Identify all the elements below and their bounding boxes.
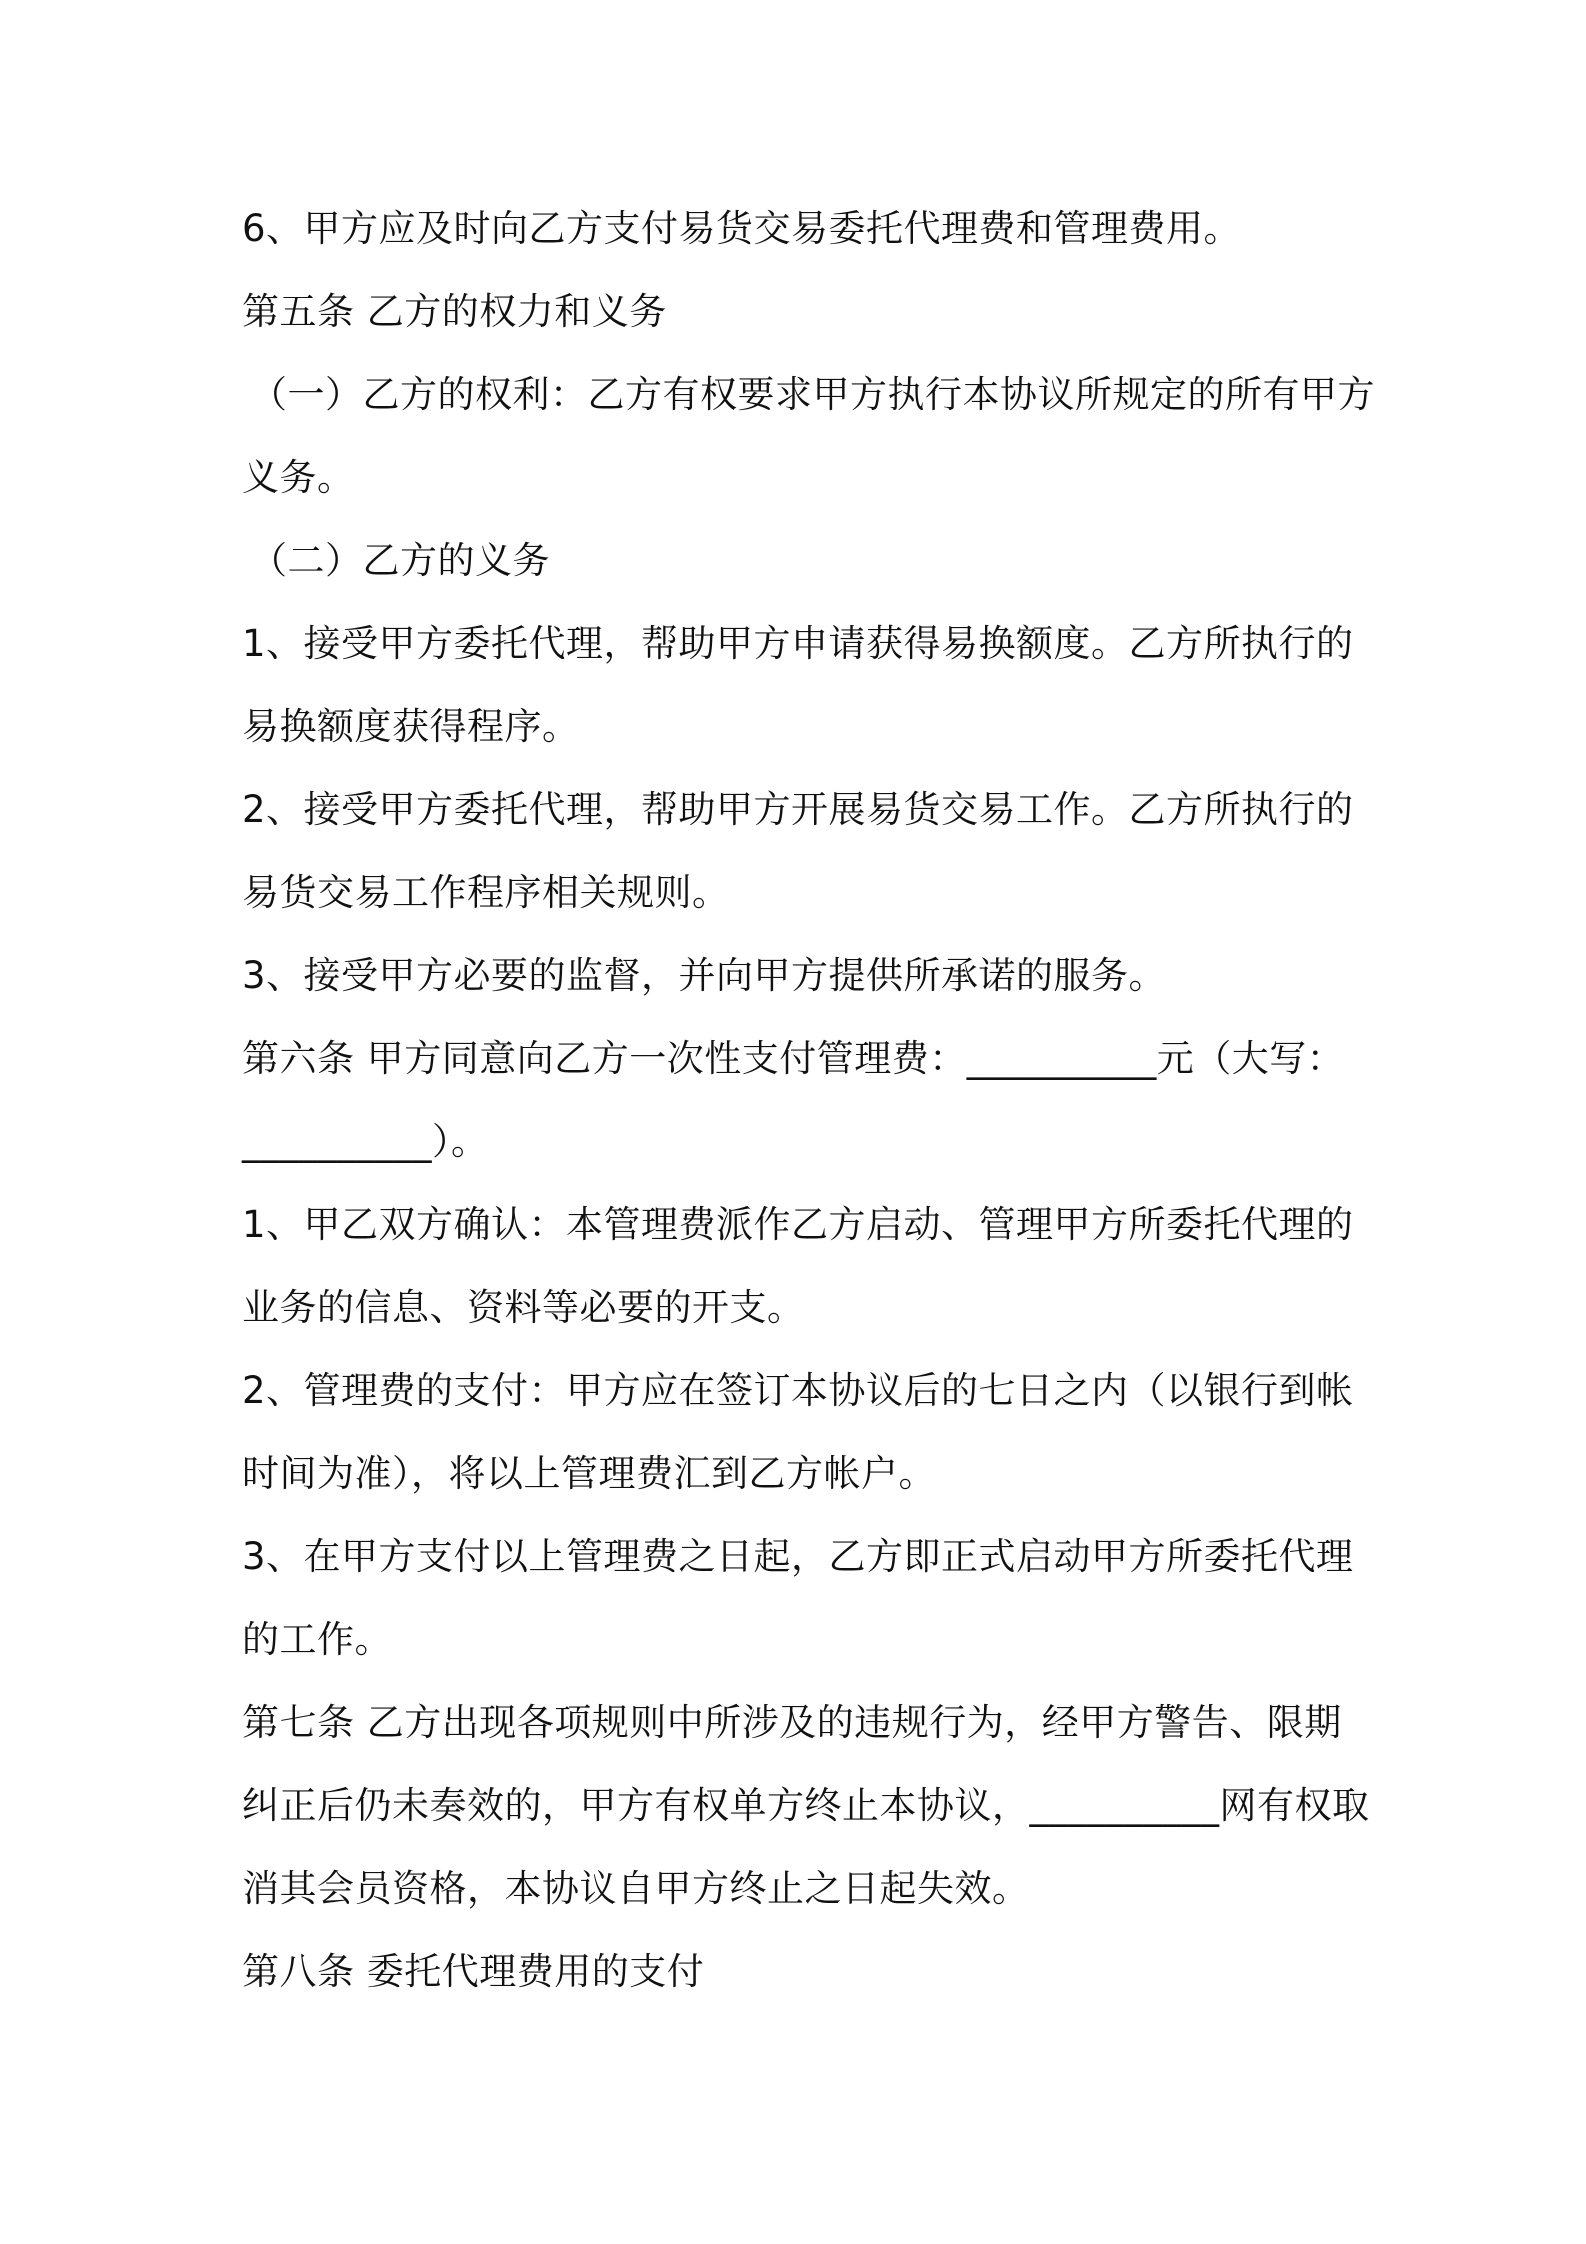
text-line: 2、管理费的支付：甲方应在签订本协议后的七日之内（以银行到帐: [242, 1369, 1354, 1412]
section-heading-article-5: 第五条 乙方的权力和义务: [242, 290, 667, 333]
text-line: 纠正后仍未奏效的，甲方有权单方终止本协议，__________网有权取: [242, 1784, 1370, 1827]
text-line: 易货交易工作程序相关规则。: [242, 871, 730, 914]
section-heading-article-6: 第六条 甲方同意向乙方一次性支付管理费：__________元（大写：: [242, 1037, 1345, 1080]
subsection-heading: （二）乙方的义务: [250, 539, 550, 582]
text-line: 1、甲乙双方确认：本管理费派作乙方启动、管理甲方所委托代理的: [242, 1203, 1354, 1246]
text-line: 义务。: [242, 456, 355, 499]
section-heading-article-7: 第七条 乙方出现各项规则中所涉及的违规行为，经甲方警告、限期: [242, 1701, 1342, 1744]
text-line: 的工作。: [242, 1618, 392, 1661]
text-line: 2、接受甲方委托代理，帮助甲方开展易货交易工作。乙方所执行的: [242, 788, 1354, 831]
text-line: 3、在甲方支付以上管理费之日起，乙方即正式启动甲方所委托代理: [242, 1535, 1354, 1578]
text-line: 1、接受甲方委托代理，帮助甲方申请获得易换额度。乙方所执行的: [242, 622, 1354, 665]
text-line: （一）乙方的权利：乙方有权要求甲方执行本协议所规定的所有甲方: [250, 373, 1375, 416]
text-line: 业务的信息、资料等必要的开支。: [242, 1286, 805, 1329]
text-line: 时间为准），将以上管理费汇到乙方帐户。: [242, 1452, 936, 1495]
text-line: 6、甲方应及时向乙方支付易货交易委托代理费和管理费用。: [242, 207, 1242, 250]
text-line: 易换额度获得程序。: [242, 705, 580, 748]
text-line: 3、接受甲方必要的监督，并向甲方提供所承诺的服务。: [242, 954, 1167, 997]
text-line: 消其会员资格，本协议自甲方终止之日起失效。: [242, 1867, 1030, 1910]
section-heading-article-8: 第八条 委托代理费用的支付: [242, 1950, 705, 1993]
text-line: __________）。: [242, 1120, 489, 1163]
